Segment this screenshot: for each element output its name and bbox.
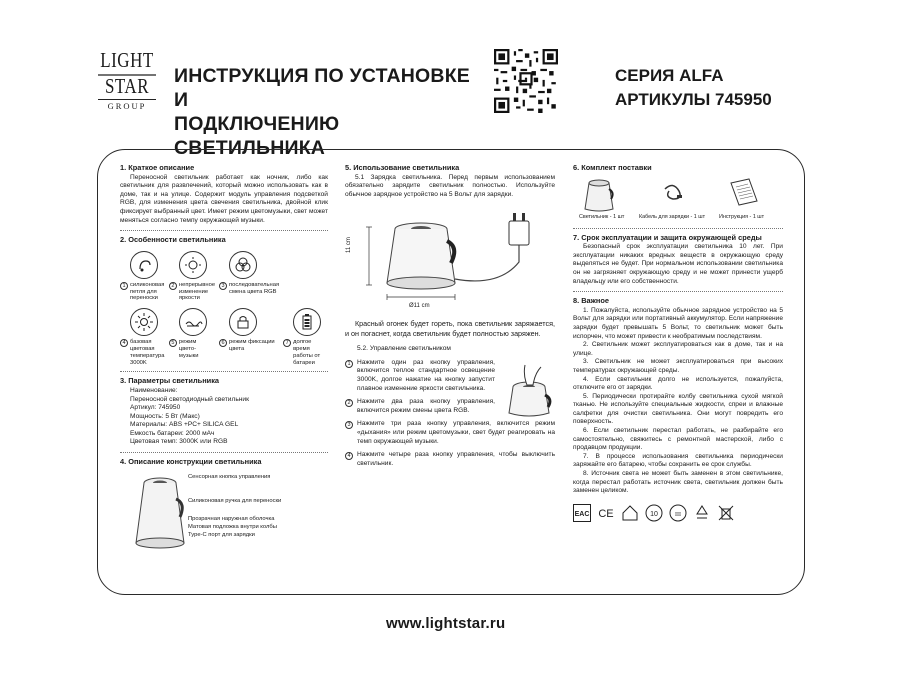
divider — [120, 452, 328, 453]
feature-item — [120, 251, 165, 302]
construction-label: Прозрачная наружная оболочка — [188, 515, 275, 522]
hand-press-drawing — [507, 361, 555, 419]
feature-number: 5 — [169, 339, 177, 347]
control-step — [345, 359, 495, 393]
control-subtitle: 5.2. Управление светильником — [357, 345, 451, 353]
lamp-construction-drawing — [130, 471, 190, 555]
feature-number: 1 — [120, 282, 128, 290]
section-1-text: Переносной светильник работает как ночник, либо как светильник для развлечений, который можно использовать как в доме, так и на улице. Содержит модуль управления подсветкой RGB, для изменения цвета свечения светильника, двойной клик фиксирует выбранный цвет. Имеет режим цветомузыки, свет может меняться согласно темпу окружающей музыки. — [120, 173, 328, 224]
section-4-title: 4. Описание конструкции светильника — [120, 457, 262, 467]
param-line: Артикул: 745950 — [130, 404, 181, 412]
brightness-icon — [179, 251, 207, 279]
param-line: Мощность: 5 Вт (Макс) — [130, 412, 200, 420]
construction-label: Матовая подложка внутри колбы — [188, 523, 277, 530]
feature-number: 4 — [120, 339, 128, 347]
feature-item — [283, 308, 328, 366]
feature-number: 7 — [283, 339, 291, 347]
series-info — [615, 64, 772, 112]
title-line-2: ПОДКЛЮЧЕНИЮ СВЕТИЛЬНИКА — [174, 113, 340, 159]
sun-icon — [130, 308, 158, 336]
features-grid — [120, 251, 328, 367]
important-item: 3. Светильник не может эксплуатироваться при высоких температурах окружающей среды. — [573, 358, 783, 374]
step-text: Нажмите три раза кнопку управления, включится режим «дыхания» или режим цветомузыки, свет будет реагировать на темп окружающей музыки. — [357, 420, 555, 445]
important-item: 1. Пожалуйста, используйте обычное зарядное устройство на 5 Вольт для зарядки или портативный аккумулятор. Если напряжение зарядки будет превышать 5 Вольт, то светильник может быть испорчен, что может привести к необратимым последствиям. — [573, 306, 783, 340]
feature-item — [219, 251, 279, 302]
important-item: 8. Источник света не может быть заменен в этом светильнике, когда перестал работать источник света, светильник должен быть заменен целиком. — [573, 470, 783, 495]
section-2-title: 2. Особенности светильника — [120, 235, 226, 245]
kit-drawings — [573, 175, 783, 213]
kit-item-label: Светильник - 1 шт — [579, 213, 625, 220]
important-item: 4. Если светильник долго не используется, пожалуйста, отключите его от зарядки. — [573, 375, 783, 392]
divider — [120, 371, 328, 372]
feature-item — [120, 308, 165, 366]
section-7-title: 7. Срок эксплуатации и защита окружающей среды — [573, 232, 762, 242]
height-dimension-label: 11 cm — [346, 237, 352, 254]
battery-icon — [293, 308, 321, 336]
logo-line-light: LIGHT — [98, 49, 156, 75]
series-name: СЕРИЯ ALFA — [615, 66, 724, 85]
feature-item — [169, 251, 215, 302]
carry-loop-icon — [130, 251, 158, 279]
indoor-use-icon — [621, 504, 639, 522]
step-number: 4 — [345, 452, 353, 460]
feature-label: режим фиксации цвета — [229, 339, 275, 352]
divider — [573, 228, 783, 229]
document-title — [174, 64, 474, 160]
kit-contents — [573, 175, 783, 223]
section-8-title: 8. Важное — [573, 296, 609, 306]
feature-label: непрерывное изменение яркости — [178, 281, 216, 302]
logo-line-group: GROUP — [98, 99, 156, 111]
column-middle — [345, 164, 555, 468]
step-number: 3 — [345, 421, 353, 429]
important-item: 5. Периодически протирайте колбу светильника сухой мягкой тканью. Не используйте специальные жидкости, спреи и влажные салфетки для очистки светильника. Они могут повредить его поверхность. — [573, 392, 783, 426]
important-list — [573, 307, 783, 496]
svg-text:10: 10 — [650, 510, 658, 518]
website-url: www.lightstar.ru — [386, 615, 506, 632]
control-step — [345, 398, 495, 415]
step-text: Нажмите два раза кнопку управления, включится режим смены цвета RGB. — [357, 398, 495, 414]
feature-number: 6 — [219, 339, 227, 347]
feature-number: 2 — [169, 282, 177, 290]
step-text: Нажмите четыре раза кнопку управления, чтобы выключить светильник. — [357, 451, 555, 467]
feature-item — [169, 308, 215, 366]
feature-label: режим цвето-музыки — [178, 339, 199, 359]
kit-item-label: Инструкция - 1 шт — [719, 213, 765, 220]
section-7-text: Безопасный срок эксплуатации светильника 10 лет. При эксплуатации никаких вредных веществ в окружающую среду выделяться не будет. При нормальном использовании светильника он не загрязняет окружающую среду и не может принести ущерб владельцу или его собственности. — [573, 243, 783, 285]
control-step — [345, 451, 555, 468]
feature-label: базовая цветовая температура 3000K — [130, 339, 165, 366]
section-3-title: 3. Параметры светильника — [120, 376, 220, 386]
svg-text:EAC: EAC — [574, 510, 590, 518]
construction-diagram — [120, 471, 328, 559]
diameter-dimension-label: Ø11 cm — [409, 303, 430, 310]
lamp-charging-drawing — [359, 207, 549, 307]
logo-line-star: STAR — [104, 74, 150, 98]
class-iii-icon — [669, 504, 687, 522]
charging-figure — [345, 207, 555, 315]
step-text: Нажмите один раз кнопку управления, включится теплое стандартное освещение 3000K, долгое нажатие на кнопку запустит плавное изменение яркости светильника. — [357, 358, 495, 392]
feature-spacer — [283, 251, 328, 302]
column-left — [120, 164, 328, 559]
construction-label: Type-C порт для зарядки — [188, 531, 255, 538]
weee-bin-icon — [717, 504, 735, 522]
feature-number: 3 — [219, 282, 227, 290]
param-line: Цветовая темп: 3000K или RGB — [130, 438, 228, 446]
feature-label: силиконовая петля для переноски — [130, 281, 165, 302]
charging-indicator-text: Красный огонек будет гореть, пока светильник заряжается, и он погаснет, когда светильник будет полностью заряжен. — [345, 319, 555, 338]
param-line: Емкость батареи: 2000 мАч — [130, 429, 215, 437]
divider — [573, 291, 783, 292]
recycle-icon — [693, 504, 711, 522]
control-steps — [345, 359, 555, 469]
qr-code-icon — [494, 49, 558, 113]
construction-label: Силиконовая ручка для переноски — [188, 497, 282, 504]
color-lock-icon — [229, 308, 257, 336]
divider — [120, 230, 328, 231]
certification-marks — [573, 504, 783, 522]
ce-mark-icon — [597, 504, 615, 522]
svg-text:III: III — [675, 511, 681, 518]
feature-label: долгое время работы от батареи — [293, 339, 321, 366]
feature-item — [219, 308, 279, 366]
param-line: Материалы: ABS +PC+ SILICA GEL — [130, 421, 239, 429]
important-item: 7. В процессе использования светильника периодически заряжайте его батарею, чтобы сохранить ее срок службы. — [573, 452, 783, 469]
column-right — [573, 164, 783, 522]
article-numbers: АРТИКУЛЫ 745950 — [615, 90, 772, 109]
music-icon — [179, 308, 207, 336]
feature-label: последовательная смена цвета RGB — [229, 281, 280, 295]
param-line: Наименование: — [130, 386, 178, 394]
step-number: 1 — [345, 360, 353, 368]
parameters-list — [120, 387, 328, 447]
svg-text:CE: CE — [598, 507, 614, 520]
section-6-title: 6. Комплект поставки — [573, 163, 652, 172]
kit-item-label: Кабель для зарядки - 1 шт — [639, 213, 706, 220]
lifetime-10-icon — [645, 504, 663, 522]
important-item: 2. Светильник может эксплуатироваться как в доме, так и на улице. — [573, 341, 783, 357]
control-step — [345, 420, 555, 446]
step-number: 2 — [345, 399, 353, 407]
eac-mark-icon — [573, 504, 591, 522]
section-1-title: 1. Краткое описание — [120, 163, 195, 172]
brand-logo — [98, 48, 156, 111]
charging-text: 5.1 Зарядка светильника. Перед первым использованием обязательно зарядите светильник полностью. Используйте обычное зарядное устройство на 5 Вольт для зарядки. — [345, 173, 555, 198]
section-5-title: 5. Использование светильника — [345, 163, 460, 172]
param-line: Переносной светодиодный светильник — [130, 395, 249, 403]
title-line-1: ИНСТРУКЦИЯ ПО УСТАНОВКЕ И — [174, 65, 471, 111]
rgb-icon — [229, 251, 257, 279]
important-item: 6. Если светильник перестал работать, не разбирайте его самостоятельно, свяжитесь с ремонтной мастерской, либо с продавцом продукции. — [573, 427, 783, 452]
construction-label: Сенсорная кнопка управления — [188, 473, 271, 480]
